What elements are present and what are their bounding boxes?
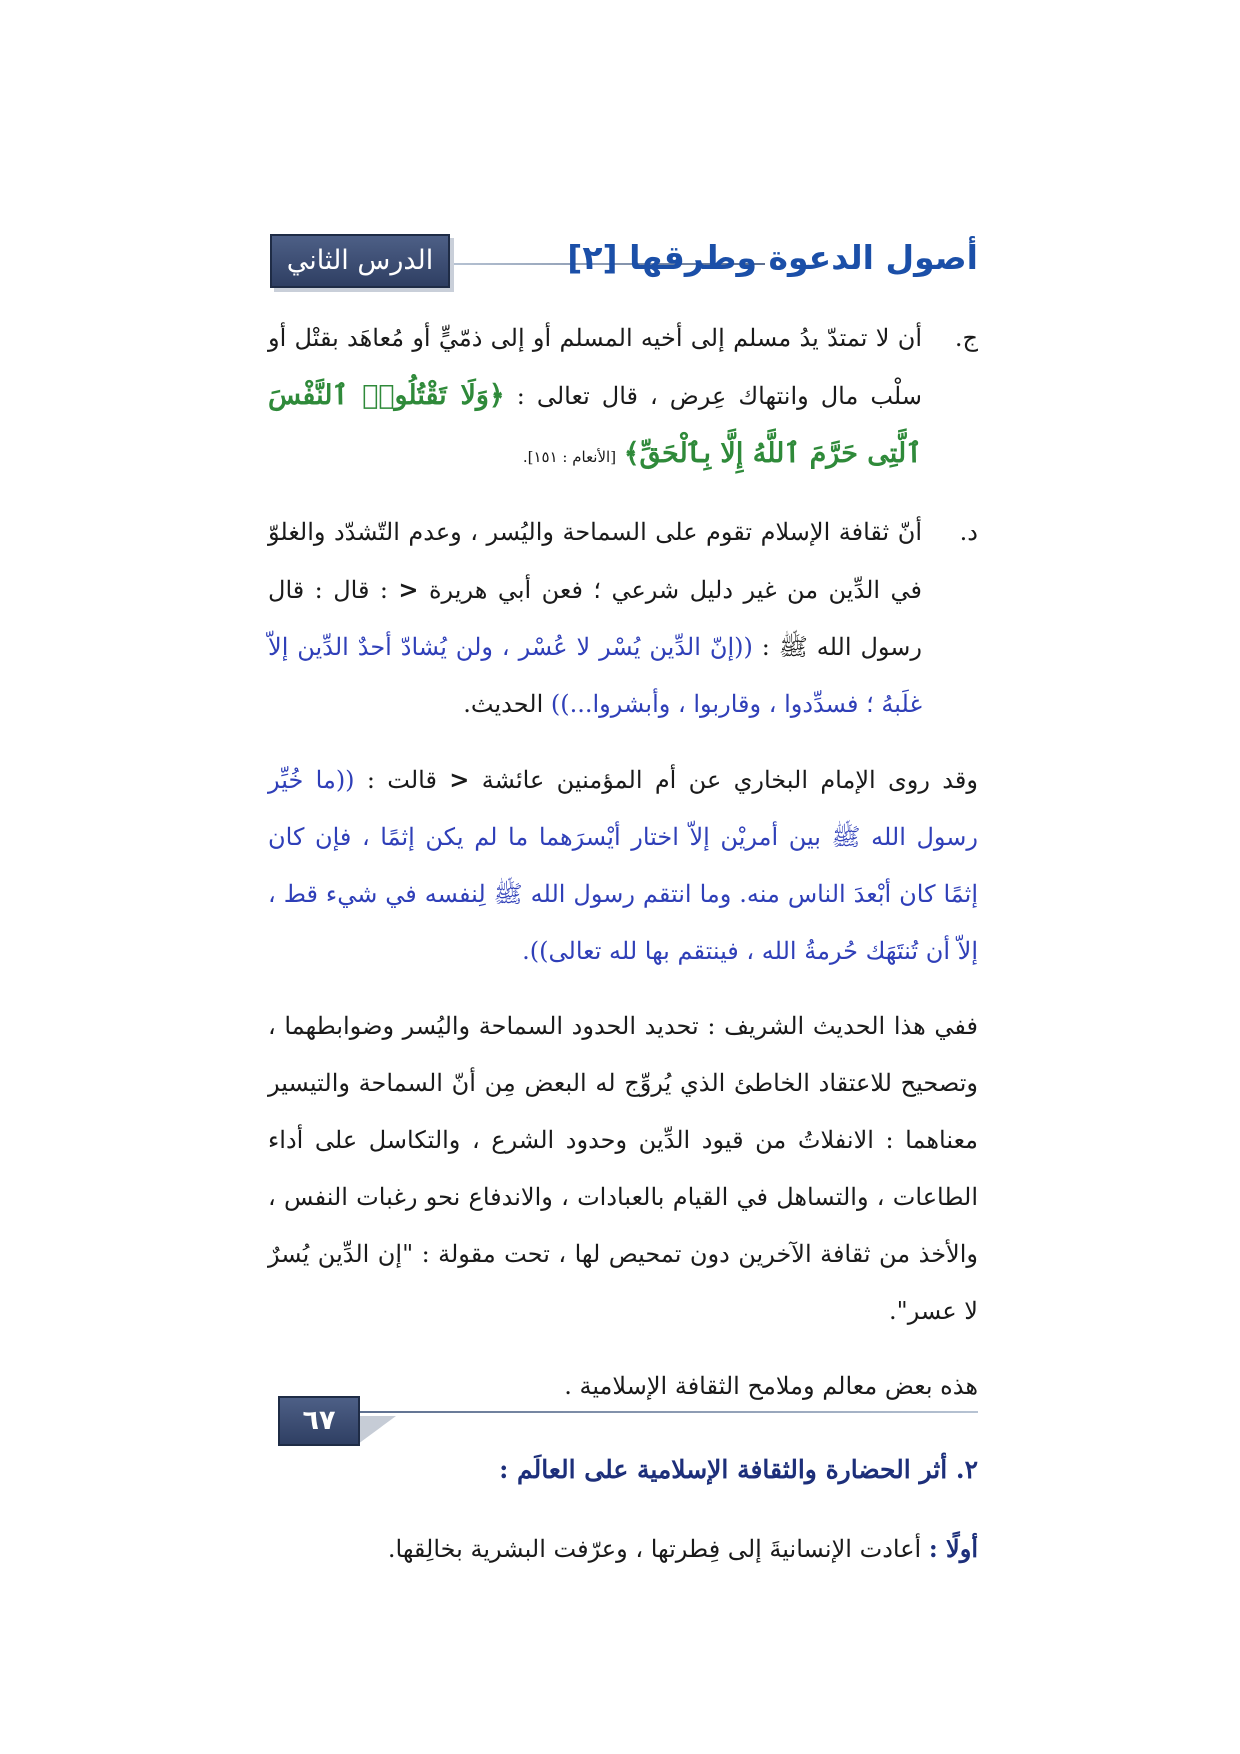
page-number: ٦٧ — [278, 1396, 360, 1446]
item-text: أنّ ثقافة الإسلام تقوم على السماحة واليُسر ، وعدم التّشدّد والغلوّ في الدِّين من غير دليل شرعي ؛ فعن أبي هريرة — [268, 518, 922, 604]
first-point-text: أعادت الإنسانيةَ إلى فِطرتها ، وعرّفت البشرية بخالِقها. — [387, 1535, 922, 1563]
lesson-badge: الدرس الثاني — [270, 234, 450, 288]
list-item-text — [268, 310, 922, 486]
page-body — [268, 310, 978, 1578]
list-marker: ج. — [954, 324, 978, 352]
section-heading: ٢. أثر الحضارة والثقافة الإسلامية على العالَم : — [499, 1455, 978, 1484]
first-point — [268, 1520, 978, 1578]
verse-citation: [الأنعام : ١٥١]. — [522, 448, 617, 466]
paragraph-text: وقد روى الإمام البخاري عن أم المؤمنين عائشة — [481, 766, 978, 794]
list-item-jeem — [268, 310, 978, 486]
page-header — [270, 230, 978, 290]
honorific-symbol: < — [398, 575, 419, 604]
honorific-symbol: < — [449, 765, 470, 794]
first-point-label: أولًا : — [928, 1534, 978, 1563]
book-title: أصول الدعوة وطرقها [٢] — [567, 238, 978, 277]
summary-paragraph: هذه بعض معالم وملامح الثقافة الإسلامية . — [564, 1372, 978, 1400]
list-item-text — [268, 504, 922, 733]
quran-verse: ﴿وَلَا تَقْتُلُوا۟ ٱلنَّفْسَ ٱلَّتِى حَرَّمَ ٱللَّهُ إِلَّا بِٱلْحَقِّ﴾ — [268, 380, 922, 469]
page-number-shadow — [358, 1416, 396, 1444]
item-text: أن لا تمتدّ يدُ مسلم إلى أخيه المسلم أو إلى ذمّيٍّ أو مُعاهَد بقتْل أو سلْب مال وانتهاك عِرض ، قال تعالى : — [268, 324, 922, 410]
list-marker: د. — [959, 518, 978, 546]
paragraph-text-mid: قالت : — [366, 766, 437, 794]
footer-rule — [360, 1411, 978, 1413]
page-footer — [278, 1396, 978, 1456]
aisha-paragraph — [268, 751, 978, 980]
explanation-paragraph: ففي هذا الحديث الشريف : تحديد الحدود السماحة واليُسر وضوابطهما ، وتصحيح للاعتقاد الخاطئ الذي يُروِّج له البعض مِن أنّ السماحة والتيسير معناهما : الانفلاتُ من قيود الدِّين وحدود الشرع ، والتكاسل على أداء الطاعات ، والتساهل في القيام بالعبادات ، والاندفاع نحو رغبات النفس ، والأخذ من ثقافة الآخرين دون تمحيص لها ، تحت مقولة : "إن الدِّين يُسرٌ لا عسر". — [268, 1012, 978, 1325]
hadith-quote: ((ما خُيِّر رسول الله ﷺ بين أمريْن إلاّ اختار أيْسرَهما ما لم يكن إثمًا ، فإن كان إثمًا كان أبْعدَ الناس منه. وما انتقم رسول الله ﷺ لِنفسه في شيء قط ، إلاّ أن تُنتَهَك حُرمةُ الله ، فينتقم بها لله تعالى)). — [268, 766, 978, 965]
item-text-end: الحديث. — [463, 690, 544, 718]
list-item-dal — [268, 504, 978, 733]
item-text-mid: : قال : قال رسول الله ﷺ : — [268, 576, 922, 661]
hadith-quote: ((إنّ الدِّين يُسْر لا عُسْر ، ولن يُشادّ أحدٌ الدِّين إلاّ غلَبهُ ؛ فسدِّدوا ، وقاربوا ، وأبشروا...)) — [268, 633, 922, 718]
